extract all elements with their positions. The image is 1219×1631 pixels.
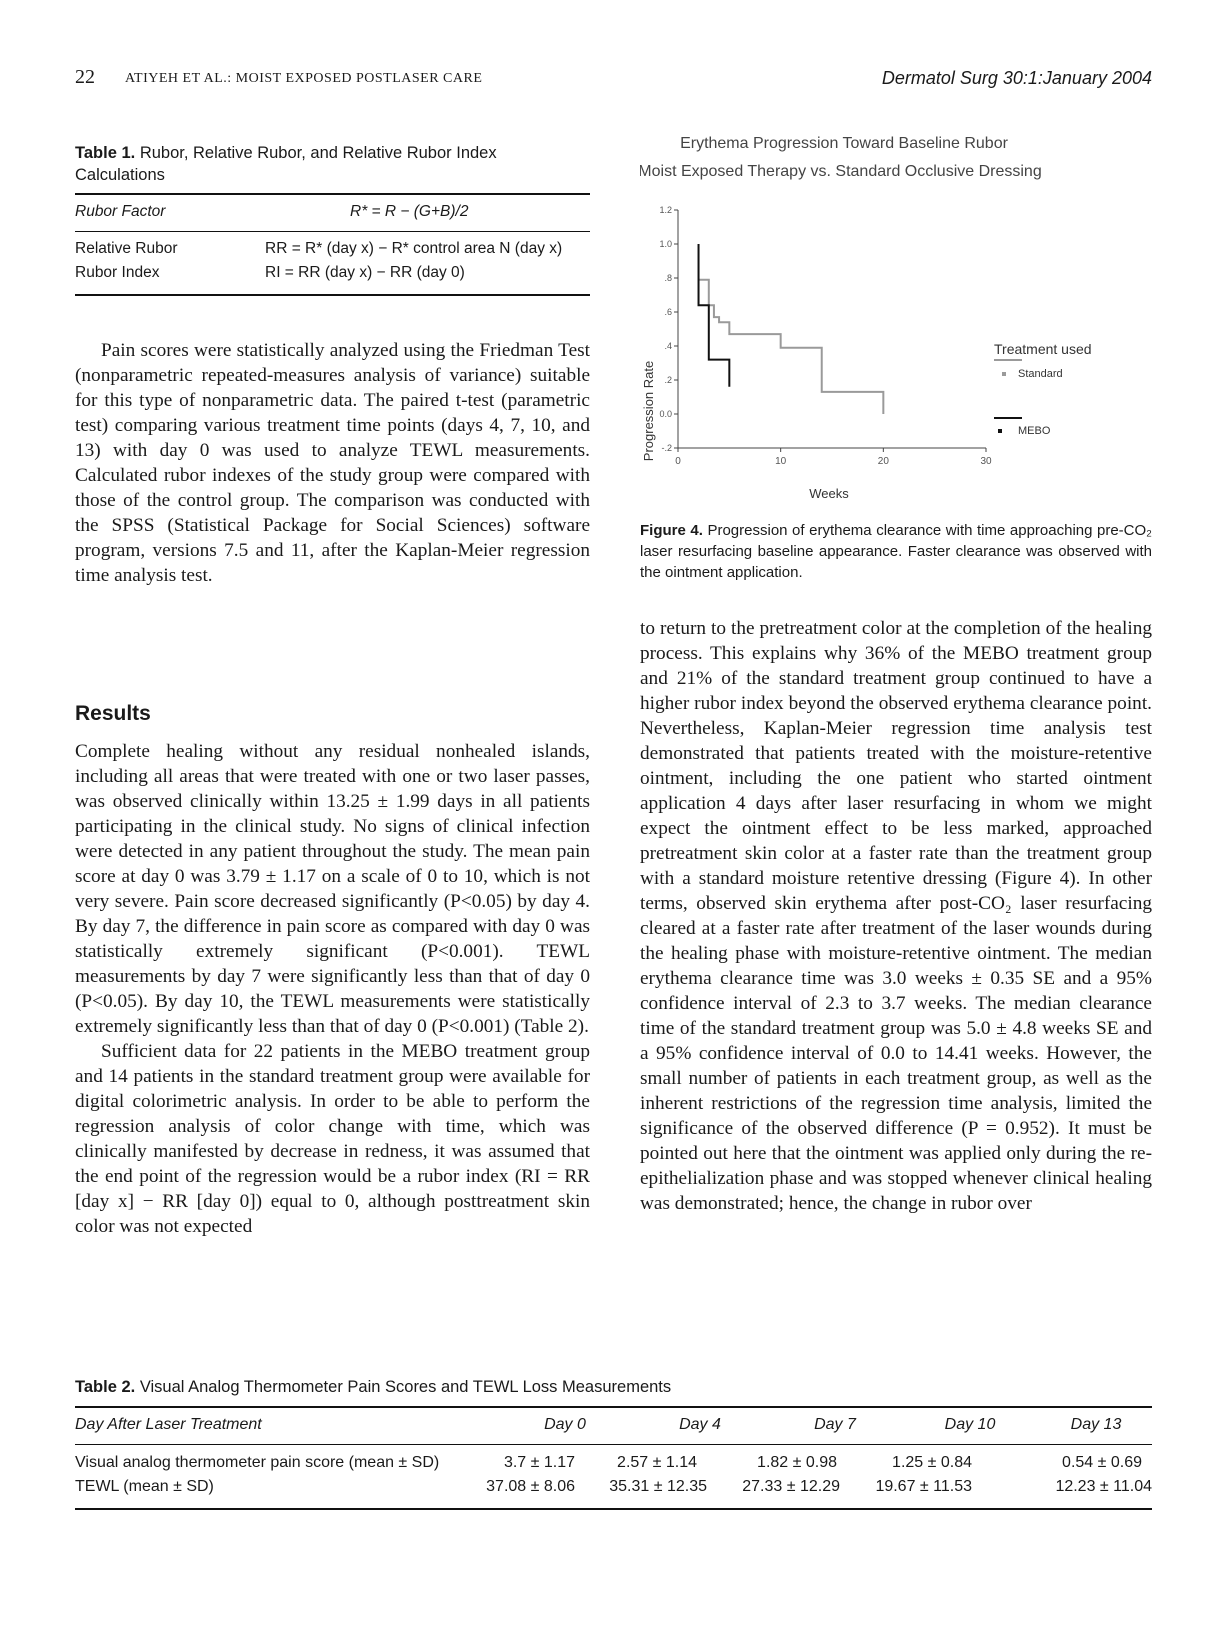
y-tick-label: .6 [664,307,672,317]
table-1-title: Rubor, Relative Rubor, and Relative Rubor Index Calculations [75,144,497,184]
table-2-label: Table 2. [75,1378,136,1396]
table-header-cell: Day 7 [814,1416,856,1433]
x-tick-label: 0 [675,456,681,467]
table-header-cell: Day 4 [679,1416,721,1433]
journal-reference: Dermatol Surg 30:1:January 2004 [881,68,1152,88]
table-cell: 2.57 ± 1.14 [617,1454,697,1471]
figure-4-caption [640,520,1152,583]
table-row [75,240,590,264]
table-1 [75,142,590,296]
table-2-title: Visual Analog Thermometer Pain Scores and TEWL Loss Measurements [139,1378,672,1396]
chart-title: Erythema Progression Toward Baseline Rubor [680,136,1008,152]
table-2-caption [75,1376,1152,1398]
table-2-mid-rule [75,1444,1152,1445]
table-cell: 0.54 ± 0.69 [1062,1454,1142,1471]
kaplan-meier-chart [640,136,1152,516]
table-cell: 12.23 ± 11.04 [1055,1478,1152,1495]
table-1-label: Table 1. [75,144,136,162]
table-cell: 1.25 ± 0.84 [892,1454,972,1471]
paragraph: to return to the pretreatment color at the completion of the healing process. This explains why 36% of the MEBO treatment group and 21% of the standard treatment group continued to have a higher rubor index beyond the observed erythema clearance point. Nevertheless, Kaplan-Meier regression time analysis test demonstrated that patients treated with the moisture-retentive ointment, including the one patient who started ointment application 4 days after laser resurfacing in whom we might expect the ointment effect to be less marked, approached pretreatment skin color at a faster rate than the treatment group with a standard moisture retentive dressing (Figure 4). In other terms, observed skin erythema after post-CO₂ laser resurfacing cleared at a faster rate after treatment of the laser wounds during the healing phase with moisture-retentive ointment. The median erythema clearance time was 3.0 weeks ± 0.35 SE and a 95% confidence interval of 2.3 to 3.7 weeks. The median clearance time of the standard treatment group was 5.0 ± 4.8 weeks SE and a 95% confidence interval of 0.0 to 14.41 weeks. However, the small number of patients in each treatment group, as well as the inherent restrictions of the regression time analysis, limited the significance of the observed difference (P = 0.952). It must be pointed out here that the ointment was applied only during the re-epithelialization phase and was stopped whenever clinical healing was demonstrated; hence, the change in rubor over [640,618,1152,1214]
paragraph: Complete healing without any residual nonhealed islands, including all areas that were treated with one or two laser passes, was observed clinically within 13.25 ± 1.99 days in all patients participating in the clinical study. No signs of clinical infection were detected in any patient throughout the study. The mean pain score at day 0 was 3.79 ± 1.17 on a scale of 0 to 10, which is not very severe. Pain score decreased significantly (P<0.05) by day 4. By day 7, the difference in pain score as compared with day 0 was statistically extremely significant (P<0.001). TEWL measurements by day 7 were significantly less than that of day 0 (P<0.05). By day 10, the TEWL measurements were statistically extremely significantly less than that of day 0 (P<0.001) (Table 2). [75,741,590,1037]
x-tick-label: 20 [877,456,889,467]
table-cell: 37.08 ± 8.06 [486,1478,575,1495]
left-column-methods [75,338,590,588]
table-cell: Rubor Index [75,264,160,281]
paragraph: Pain scores were statistically analyzed using the Friedman Test (nonparametric repeated-measures analysis of variance) suitable for this type of nonparametric data. The paired t-test (parametric test) comparing various treatment time points (days 4, 7, 10, and 13) with day 0 was used to analyze TEWL measurements. Calculated rubor indexes of the study group were compared with those of the control group. The comparison was conducted with the SPSS (Statistical Package for Social Sciences) software program, versions 7.5 and 11, after the Kaplan-Meier regression time analysis test. [75,340,590,586]
table-header-cell: Day 10 [944,1416,996,1433]
table-1-top-rule [75,193,590,195]
table-1-caption [75,142,590,186]
results-heading: Results [75,702,151,725]
table-cell: TEWL (mean ± SD) [75,1478,214,1495]
y-tick-label: .2 [664,375,672,385]
page-number: 22 [75,66,95,88]
x-tick-label: 10 [775,456,787,467]
legend-marker-standard [1002,372,1006,376]
running-head [75,66,1152,96]
table-header-cell: Day After Laser Treatment [75,1416,262,1433]
table-cell: 35.31 ± 12.35 [609,1478,707,1495]
table-cell: RR = R* (day x) − R* control area N (day x) [265,240,563,257]
table-row [75,264,590,288]
table-row [75,1478,1152,1502]
table-header-cell: Day 0 [544,1416,586,1433]
chart-legend [994,341,1092,437]
table-2-header-row [75,1416,1152,1440]
running-title: ATIYEH ET AL.: MOIST EXPOSED POSTLASER CARE [125,71,483,86]
table-cell: 1.82 ± 0.98 [757,1454,837,1471]
table-cell: 27.33 ± 12.29 [742,1478,840,1495]
x-tick-label: 30 [980,456,992,467]
y-axis-label: Progression Rate [641,360,656,462]
y-tick-label: 0.0 [659,409,672,419]
chart-series [699,244,884,414]
y-tick-label: 1.0 [659,239,672,249]
table-cell: 3.7 ± 1.17 [503,1454,575,1471]
table-1-header-row [75,203,590,227]
figure-4-label: Figure 4. [640,522,703,539]
y-tick-label: .4 [664,341,672,351]
table-1-header-col1: Rubor Factor [75,203,166,220]
legend-title: Treatment used [994,341,1092,357]
table-cell: Visual analog thermometer pain score (mean ± SD) [75,1454,440,1471]
x-axis-label: Weeks [809,486,849,501]
y-tick-label: 1.2 [659,205,672,215]
table-1-mid-rule [75,231,590,232]
legend-label-mebo: MEBO [1018,425,1051,437]
paragraph: Sufficient data for 22 patients in the MEBO treatment group and 14 patients in the standard treatment group were available for digital colorimetric analysis. In order to be able to perform the regression analysis of color change with time, which was clinically manifested by decrease in redness, it was assumed that the end point of the regression would be a rubor index (RI = RR [day x] − RR [day 0]) equal to 0, although posttreatment skin color was not expected [75,1041,590,1237]
table-row [75,1454,1152,1478]
figure-4-caption-text: Progression of erythema clearance with time approaching pre-CO₂ laser resurfacing baseline appearance. Faster clearance was observed with the ointment application. [640,522,1153,581]
legend-marker-mebo [998,429,1002,433]
table-2-top-rule [75,1406,1152,1408]
left-column-results [75,739,590,1239]
table-1-bottom-rule [75,294,590,296]
legend-label-standard: Standard [1018,368,1063,380]
table-2 [75,1376,1152,1510]
table-cell: 19.67 ± 11.53 [875,1478,972,1495]
chart-subtitle: Moist Exposed Therapy vs. Standard Occlusive Dressing [640,163,1042,180]
table-cell: RI = RR (day x) − RR (day 0) [265,264,465,281]
y-tick-label: -.2 [661,443,672,453]
table-1-header-col2: R* = R − (G+B)/2 [350,203,469,220]
y-tick-label: .8 [664,273,672,283]
table-cell: Relative Rubor [75,240,178,257]
table-header-cell: Day 13 [1070,1416,1122,1433]
right-column-text [640,616,1152,1216]
table-2-bottom-rule [75,1508,1152,1510]
series-line-standard [699,280,884,414]
